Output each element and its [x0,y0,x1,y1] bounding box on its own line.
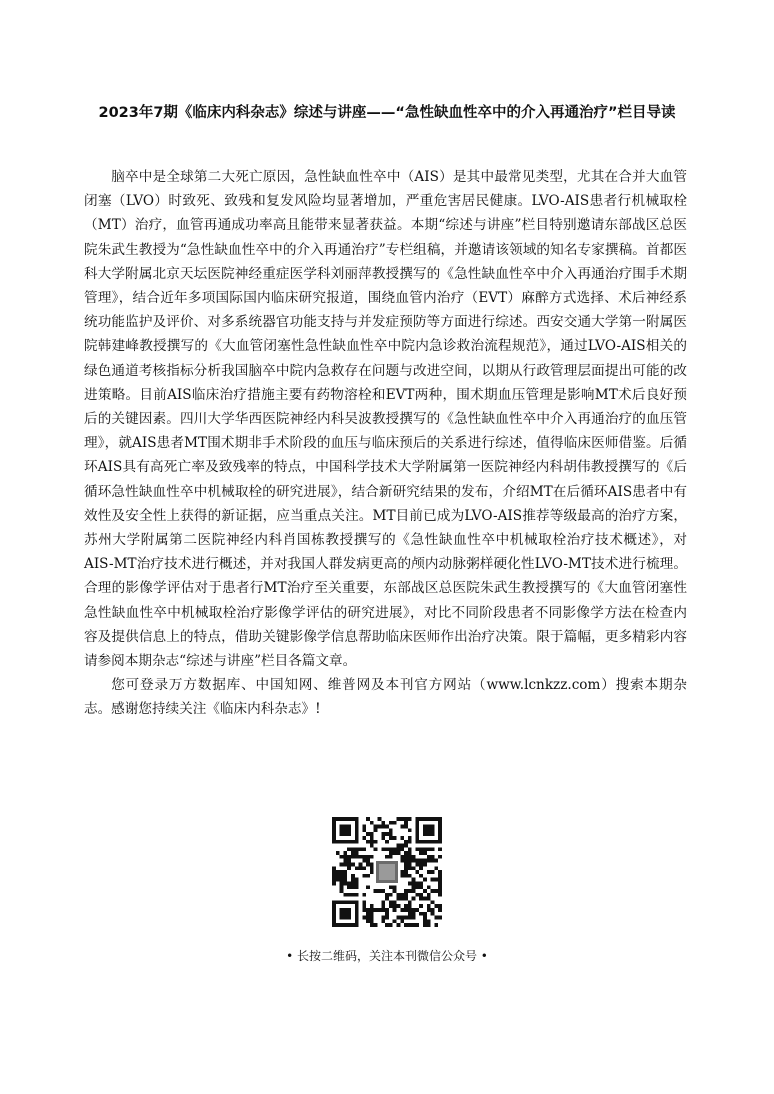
wechat-qr-code[interactable] [332,817,442,927]
document-title: 2023年7期《临床内科杂志》综述与讲座——“急性缺血性卒中的介入再通治疗”栏目导读 [98,105,676,121]
body-text [84,165,687,722]
qr-caption: • 长按二维码，关注本刊微信公众号 • [286,949,488,963]
qr-code-icon [332,817,442,927]
paragraph-intro: 脑卒中是全球第二大死亡原因，急性缺血性卒中（AIS）是其中最常见类型，尤其在合并大血管闭塞（LVO）时致死、致残和复发风险均显著增加，严重危害居民健康。LVO-AIS患者行机械取栓（MT）治疗，血管再通成功率高且能带来显著获益。本期“综述与讲座”栏目特别邀请东部战区总医院朱武生教授为“急性缺血性卒中的介入再通治疗”专栏组稿，并邀请该领域的知名专家撰稿。首都医科大学附属北京天坛医院神经重症医学科刘丽萍教授撰写的《急性缺血性卒中介入再通治疗围手术期管理》，结合近年多项国际国内临床研究报道，围绕血管内治疗（EVT）麻醉方式选择、术后神经系统功能监护及评价、对多系统器官功能支持与并发症预防等方面进行综述。西安交通大学第一附属医院韩建峰教授撰写的《大血管闭塞性急性缺血性卒中院内急诊救治流程规范》，通过LVO-AIS相关的绿色通道考核指标分析我国脑卒中院内急救存在问题与改进空间，以期从行政管理层面提出可能的改进策略。目前AIS临床治疗措施主要有药物溶栓和EVT两种，围术期血压管理是影响MT术后良好预后的关键因素。四川大学华西医院神经内科吴波教授撰写的《急性缺血性卒中介入再通治疗的血压管理》，就AIS患者MT围术期非手术阶段的血压与临床预后的关系进行综述，值得临床医师借鉴。后循环AIS具有高死亡率及致残率的特点，中国科学技术大学附属第一医院神经内科胡伟教授撰写的《后循环急性缺血性卒中机械取栓的研究进展》，结合新研究结果的发布，介绍MT在后循环AIS患者中有效性及安全性上获得的新证据，应当重点关注。MT目前已成为LVO-AIS推荐等级最高的治疗方案，苏州大学附属第二医院神经内科肖国栋教授撰写的《急性缺血性卒中机械取栓治疗技术概述》，对AIS-MT治疗技术进行概述，并对我国人群发病更高的颅内动脉粥样硬化性LVO-MT技术进行梳理。合理的影像学评估对于患者行MT治疗至关重要，东部战区总医院朱武生教授撰写的《大血管闭塞性急性缺血性卒中机械取栓治疗影像学评估的研究进展》，对比不同阶段患者不同影像学方法在检查内容及提供信息上的特点，借助关键影像学信息帮助临床医师作出治疗决策。限于篇幅，更多精彩内容请参阅本期杂志“综述与讲座”栏目各篇文章。 [84,169,687,670]
paragraph-access: 您可登录万方数据库、中国知网、维普网及本刊官方网站（www.lcnkzz.com）搜索本期杂志。感谢您持续关注《临床内科杂志》! [84,677,687,718]
